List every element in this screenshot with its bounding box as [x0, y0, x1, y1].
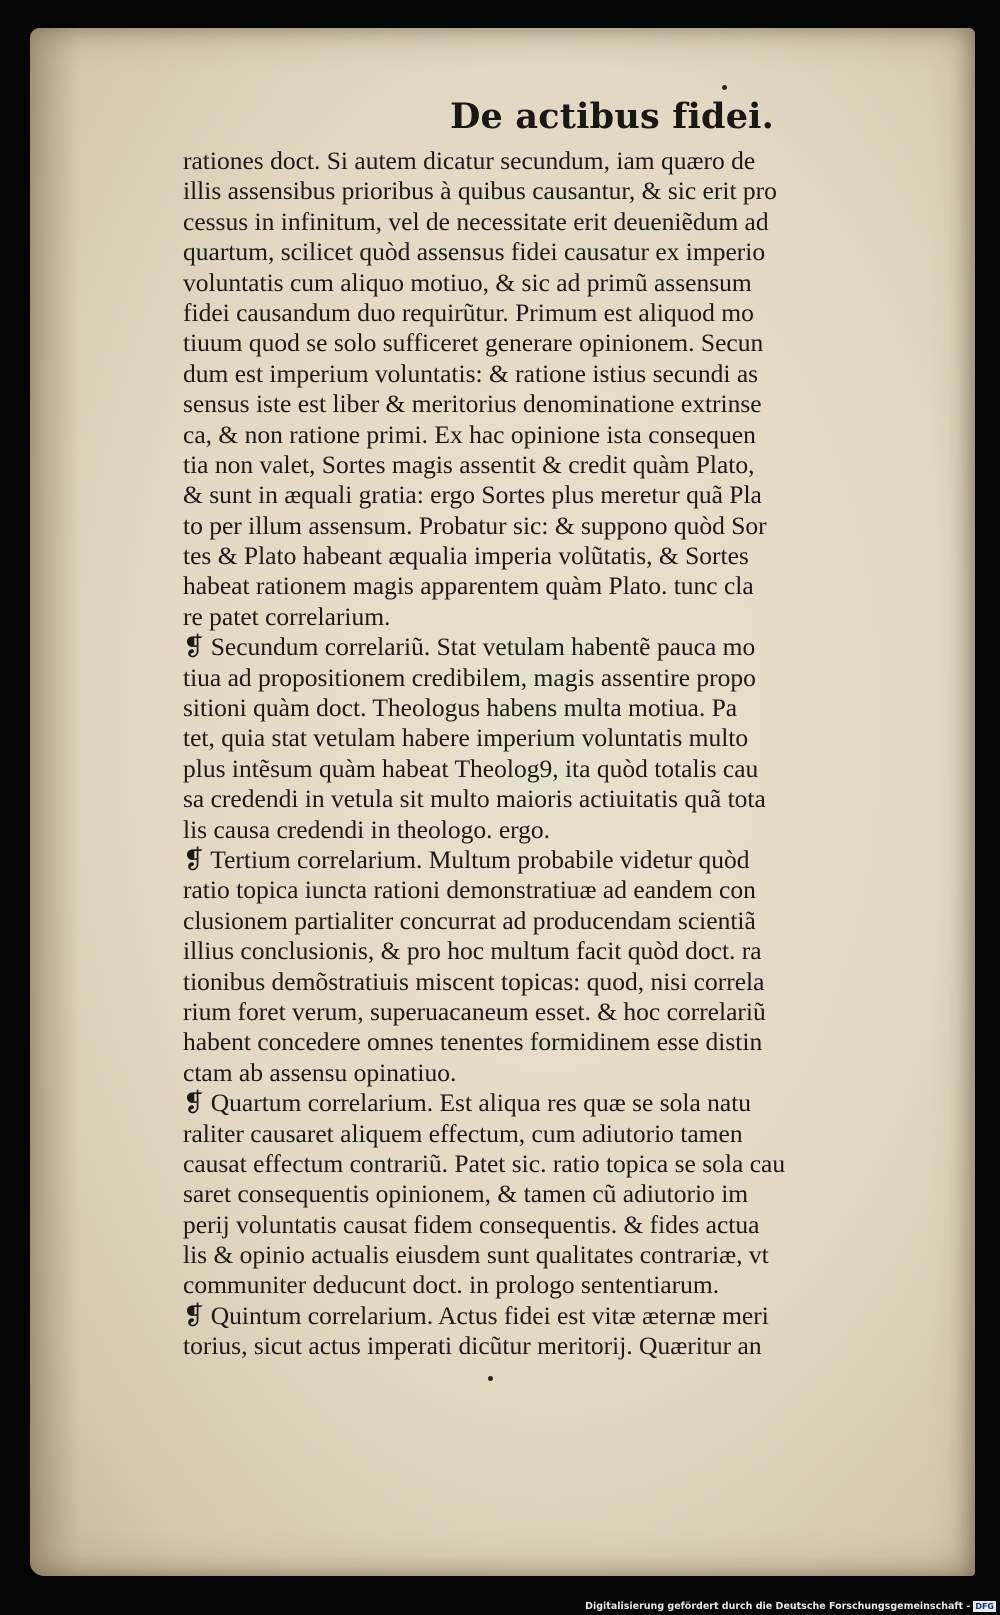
text-line: rium foret verum, superuacaneum esset. & hoc correlariũ: [183, 996, 766, 1026]
text-line: quartum, scilicet quòd assensus fidei causatur ex imperio: [183, 237, 766, 267]
ink-dot: [488, 1376, 493, 1381]
text-line: re patet correlarium.: [183, 601, 391, 631]
text-line: torius, sicut actus imperati dicũtur meritorij. Quæritur an: [183, 1331, 762, 1361]
text-line: lis causa credendi in theologo. ergo.: [183, 814, 551, 844]
text-line: sensus iste est liber & meritorius denominatione extrinse: [183, 389, 762, 419]
text-line: & sunt in æquali gratia: ergo Sortes plus meretur quã Pla: [183, 480, 762, 510]
ink-dot: [722, 85, 727, 90]
text-line: rationes doct. Si autem dicatur secundum, iam quæro de: [183, 146, 756, 175]
text-line: ❡ Quintum correlarium. Actus fidei est vitæ æternæ meri: [183, 1300, 769, 1330]
text-line: ❡ Secundum correlariũ. Stat vetulam habentẽ pauca mo: [183, 632, 756, 662]
text-block: [183, 146, 918, 1362]
text-line: tia non valet, Sortes magis assentit & credit quàm Plato,: [183, 449, 755, 479]
text-line: perij voluntatis causat fidem consequentis. & fides actua: [183, 1209, 760, 1239]
text-line: tionibus demõstratiuis miscent topicas: quod, nisi correla: [183, 966, 765, 996]
page-edge-shadow: [30, 28, 80, 1576]
text-line: communiter deducunt doct. in prologo sententiarum.: [183, 1270, 720, 1300]
text-line: tet, quia stat vetulam habere imperium voluntatis multo: [183, 723, 749, 753]
text-line: habeat rationem magis apparentem quàm Plato. tunc cla: [183, 571, 754, 601]
text-line: illius conclusionis, & pro hoc multum facit quòd doct. ra: [183, 936, 762, 966]
text-line: cessus in infinitum, vel de necessitate erit deueniẽdum ad: [183, 206, 769, 236]
text-line: sa credendi in vetula sit multo maioris actiuitatis quã tota: [183, 784, 766, 814]
text-line: habent concedere omnes tenentes formidinem esse distin: [183, 1027, 763, 1057]
text-line: ctam ab assensu opinatiuo.: [183, 1057, 457, 1087]
text-line: tiua ad propositionem credibilem, magis assentire propo: [183, 662, 756, 692]
text-line: lis & opinio actualis eiusdem sunt qualitates contrariæ, vt: [183, 1240, 769, 1270]
text-line: causat effectum contrariũ. Patet sic. ratio topica se sola cau: [183, 1148, 786, 1178]
dfg-logo: DFG: [975, 1601, 994, 1611]
text-line: saret consequentis opinionem, & tamen cũ adiutorio im: [183, 1179, 749, 1209]
text-line: voluntatis cum aliquo motiuo, & sic ad primũ assensum: [183, 267, 752, 297]
text-line: ratio topica iuncta rationi demonstratiuæ ad eandem con: [183, 875, 756, 905]
text-line: tiuum quod se solo sufficeret generare opinionem. Secun: [183, 328, 764, 358]
running-head: De actibus fidei.: [450, 96, 775, 137]
text-line: ca, & non ratione primi. Ex hac opinione ista consequen: [183, 419, 756, 449]
digitization-footer: [585, 1599, 996, 1613]
text-line: raliter causaret aliquem effectum, cum adiutorio tamen: [183, 1118, 743, 1148]
text-line: illis assensibus prioribus à quibus causantur, & sic erit pro: [183, 176, 777, 206]
text-line: plus intẽsum quàm habeat Theolog9, ita quòd totalis cau: [183, 753, 759, 783]
text-line: dum est imperium voluntatis: & ratione istius secundi as: [183, 358, 759, 388]
text-line: tes & Plato habeant æqualia imperia volũtatis, & Sortes: [183, 541, 749, 571]
text-line: ❡ Tertium correlarium. Multum probabile videtur quòd: [183, 844, 750, 874]
text-line: ❡ Quartum correlarium. Est aliqua res quæ se sola natu: [183, 1088, 752, 1118]
book-page: [30, 28, 975, 1576]
text-line: to per illum assensum. Probatur sic: & suppono quòd Sor: [183, 510, 767, 540]
text-line: clusionem partialiter concurrat ad producendam scientiã: [183, 905, 756, 935]
text-line: fidei causandum duo requirũtur. Primum est aliquod mo: [183, 297, 754, 327]
text-line: sitioni quàm doct. Theologus habens multa motiua. Pa: [183, 693, 738, 723]
footer-text: Digitalisierung gefördert durch die Deutsche Forschungsgemeinschaft -: [585, 1600, 971, 1612]
